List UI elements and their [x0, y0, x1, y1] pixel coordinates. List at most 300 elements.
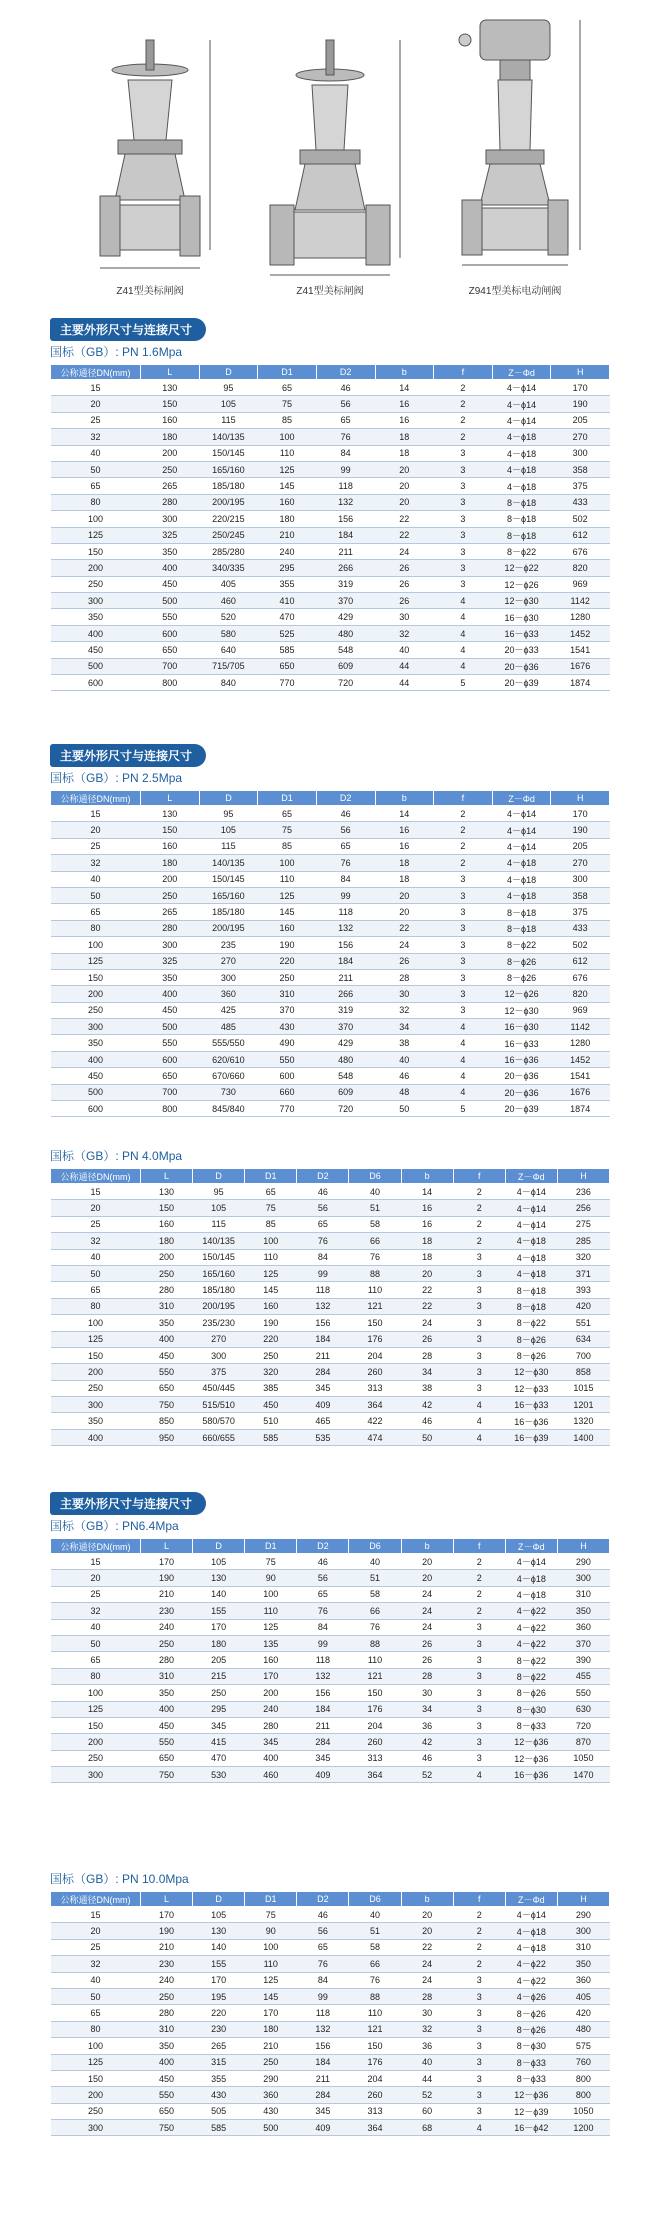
- table-cell: 95: [193, 1184, 245, 1200]
- table-row: [51, 1184, 610, 1200]
- table-cell: 20: [375, 461, 434, 477]
- table-row: [51, 593, 610, 609]
- figure-caption-2: Z41型美标闸阀: [296, 286, 364, 297]
- table-row: [51, 1084, 610, 1100]
- table-cell: 42: [401, 1734, 453, 1750]
- table-cell: 2: [434, 412, 493, 428]
- table-cell: 220: [245, 1331, 297, 1347]
- table-cell: 18: [401, 1249, 453, 1265]
- table-cell: 3: [434, 986, 493, 1002]
- table-cell: 650: [141, 1068, 200, 1084]
- table-cell: 118: [297, 2005, 349, 2021]
- table-cell: 76: [349, 1249, 401, 1265]
- table-cell: 600: [141, 625, 200, 641]
- table-cell: 4－ϕ14: [492, 806, 551, 822]
- table-cell: 1280: [551, 609, 610, 625]
- table-row: [51, 642, 610, 658]
- table-cell: 12－ϕ33: [505, 1380, 557, 1396]
- table-cell: 125: [245, 1265, 297, 1281]
- table-cell: 150/145: [199, 445, 258, 461]
- table-cell: 4: [434, 1051, 493, 1067]
- table-cell: 22: [401, 1298, 453, 1314]
- table-cell: 2: [453, 1570, 505, 1586]
- table-cell: 145: [258, 904, 317, 920]
- table-cell: 150: [51, 969, 141, 985]
- table-cell: 110: [349, 1652, 401, 1668]
- gate-valve-drawing-1: [100, 40, 210, 268]
- table-cell: 1874: [551, 1101, 610, 1117]
- table-cell: 20: [375, 494, 434, 510]
- table-cell: 1142: [551, 593, 610, 609]
- table-cell: 3: [453, 1619, 505, 1635]
- table-cell: 4－ϕ14: [505, 1554, 557, 1570]
- table-cell: 364: [349, 1397, 401, 1413]
- section-pn100: [50, 1868, 610, 2136]
- table-cell: 140/135: [199, 429, 258, 445]
- table-cell: 65: [51, 1282, 141, 1298]
- table-row: [51, 1265, 610, 1281]
- table-cell: 18: [375, 871, 434, 887]
- table-row: [51, 658, 610, 674]
- table-cell: 48: [375, 1084, 434, 1100]
- table-cell: 220/215: [199, 511, 258, 527]
- section-banner: 主要外形尺寸与连接尺寸: [50, 1492, 206, 1515]
- table-cell: 4－ϕ18: [492, 855, 551, 871]
- table-cell: 310: [258, 986, 317, 1002]
- table-cell: 160: [141, 412, 200, 428]
- table-cell: 770: [258, 675, 317, 691]
- table-row: [51, 855, 610, 871]
- table-cell: 8－ϕ26: [505, 1347, 557, 1363]
- table-row: [51, 1019, 610, 1035]
- dimension-table: [50, 364, 610, 691]
- table-row: [51, 1347, 610, 1363]
- table-cell: 200/195: [193, 1298, 245, 1314]
- table-row: [51, 1397, 610, 1413]
- table-cell: 26: [401, 1652, 453, 1668]
- table-cell: 3: [453, 1347, 505, 1363]
- table-cell: 3: [453, 1668, 505, 1684]
- table-cell: 16: [375, 838, 434, 854]
- table-cell: 105: [199, 396, 258, 412]
- table-cell: 125: [51, 953, 141, 969]
- table-cell: 24: [375, 543, 434, 559]
- column-header: D1: [258, 791, 317, 806]
- table-cell: 600: [51, 675, 141, 691]
- column-header: b: [375, 365, 434, 380]
- table-row: [51, 953, 610, 969]
- table-cell: 200/195: [199, 494, 258, 510]
- table-cell: 8－ϕ18: [492, 511, 551, 527]
- table-cell: 3: [434, 871, 493, 887]
- table-cell: 46: [401, 1750, 453, 1766]
- pressure-label: 国标（GB）: PN 10.0Mpa: [50, 1872, 189, 1886]
- table-cell: 250: [258, 969, 317, 985]
- table-cell: 180: [258, 511, 317, 527]
- table-cell: 3: [453, 2103, 505, 2119]
- table-cell: 1452: [551, 625, 610, 641]
- column-header: Z－Φd: [492, 791, 551, 806]
- table-cell: 313: [349, 1380, 401, 1396]
- table-cell: 160: [258, 920, 317, 936]
- table-cell: 211: [297, 2070, 349, 2086]
- table-cell: 465: [297, 1413, 349, 1429]
- table-row: [51, 904, 610, 920]
- table-cell: 548: [316, 1068, 375, 1084]
- table-cell: 3: [453, 1701, 505, 1717]
- table-cell: 290: [245, 2070, 297, 2086]
- table-row: [51, 1282, 610, 1298]
- table-cell: 12－ϕ39: [505, 2103, 557, 2119]
- table-cell: 105: [199, 822, 258, 838]
- table-cell: 50: [401, 1429, 453, 1445]
- table-cell: 125: [258, 887, 317, 903]
- table-cell: 156: [316, 937, 375, 953]
- table-row: [51, 576, 610, 592]
- table-cell: 2: [453, 1184, 505, 1200]
- table-cell: 550: [141, 1364, 193, 1380]
- table-cell: 3: [453, 2005, 505, 2021]
- table-cell: 32: [375, 1002, 434, 1018]
- table-row: [51, 445, 610, 461]
- table-cell: 46: [401, 1413, 453, 1429]
- table-row: [51, 2120, 610, 2136]
- table-cell: 32: [51, 855, 141, 871]
- table-cell: 550: [141, 1035, 200, 1051]
- table-cell: 4－ϕ26: [505, 1988, 557, 2004]
- table-cell: 16－ϕ33: [505, 1397, 557, 1413]
- table-cell: 515/510: [193, 1397, 245, 1413]
- table-cell: 250: [245, 1347, 297, 1363]
- table-cell: 16: [401, 1216, 453, 1232]
- table-cell: 502: [551, 937, 610, 953]
- table-cell: 548: [316, 642, 375, 658]
- table-cell: 211: [297, 1347, 349, 1363]
- table-row: [51, 609, 610, 625]
- table-cell: 160: [141, 1216, 193, 1232]
- table-cell: 30: [401, 1685, 453, 1701]
- table-cell: 609: [316, 658, 375, 674]
- table-cell: 160: [245, 1298, 297, 1314]
- table-row: [51, 511, 610, 527]
- table-cell: 40: [51, 871, 141, 887]
- table-cell: 3: [453, 1972, 505, 1988]
- table-cell: 125: [258, 461, 317, 477]
- table-cell: 125: [51, 527, 141, 543]
- table-cell: 25: [51, 838, 141, 854]
- table-cell: 14: [375, 380, 434, 396]
- table-cell: 3: [453, 2038, 505, 2054]
- table-cell: 180: [245, 2021, 297, 2037]
- table-cell: 52: [401, 2087, 453, 2103]
- table-cell: 58: [349, 1939, 401, 1955]
- table-cell: 370: [557, 1635, 609, 1651]
- table-row: [51, 1068, 610, 1084]
- figure-caption-3: Z941型美标电动闸阀: [468, 286, 562, 297]
- table-cell: 150: [141, 822, 200, 838]
- table-cell: 3: [453, 2054, 505, 2070]
- table-cell: 95: [199, 380, 258, 396]
- table-cell: 4－ϕ22: [505, 1619, 557, 1635]
- table-cell: 409: [297, 2120, 349, 2136]
- table-row: [51, 1619, 610, 1635]
- section-pn40: [50, 1145, 610, 1446]
- table-cell: 4: [434, 593, 493, 609]
- table-cell: 370: [258, 1002, 317, 1018]
- table-cell: 200: [141, 445, 200, 461]
- table-cell: 715/705: [199, 658, 258, 674]
- table-cell: 44: [375, 675, 434, 691]
- table-cell: 184: [297, 1701, 349, 1717]
- table-cell: 319: [316, 576, 375, 592]
- table-cell: 400: [141, 2054, 193, 2070]
- table-cell: 1320: [557, 1413, 609, 1429]
- table-cell: 100: [245, 1586, 297, 1602]
- table-cell: 16－ϕ33: [492, 625, 551, 641]
- table-cell: 270: [193, 1331, 245, 1347]
- table-cell: 550: [557, 1685, 609, 1701]
- table-cell: 26: [401, 1635, 453, 1651]
- table-cell: 8－ϕ18: [505, 1282, 557, 1298]
- table-cell: 500: [51, 658, 141, 674]
- table-cell: 22: [375, 527, 434, 543]
- table-cell: 409: [297, 1767, 349, 1783]
- valve-drawings: [0, 0, 660, 300]
- table-cell: 156: [297, 1315, 349, 1331]
- table-cell: 140: [193, 1939, 245, 1955]
- table-cell: 360: [557, 1619, 609, 1635]
- table-cell: 3: [434, 937, 493, 953]
- table-cell: 450: [245, 1397, 297, 1413]
- table-cell: 20: [401, 1265, 453, 1281]
- table-cell: 150/145: [193, 1249, 245, 1265]
- table-cell: 18: [401, 1233, 453, 1249]
- table-cell: 42: [401, 1397, 453, 1413]
- table-cell: 650: [141, 642, 200, 658]
- table-header-row: [51, 1892, 610, 1907]
- table-cell: 300: [51, 2120, 141, 2136]
- table-row: [51, 871, 610, 887]
- table-cell: 4－ϕ14: [505, 1216, 557, 1232]
- table-row: [51, 494, 610, 510]
- table-cell: 50: [375, 1101, 434, 1117]
- table-cell: 350: [51, 609, 141, 625]
- table-cell: 66: [349, 1233, 401, 1249]
- column-header: D2: [297, 1892, 349, 1907]
- table-cell: 80: [51, 2021, 141, 2037]
- table-cell: 470: [193, 1750, 245, 1766]
- table-row: [51, 429, 610, 445]
- table-cell: 28: [401, 1668, 453, 1684]
- column-header: 公称通径DN(mm): [51, 791, 141, 806]
- table-cell: 8－ϕ18: [492, 494, 551, 510]
- table-row: [51, 1652, 610, 1668]
- table-cell: 80: [51, 1668, 141, 1684]
- table-cell: 76: [297, 1603, 349, 1619]
- table-cell: 2: [434, 380, 493, 396]
- section-pn25: [50, 744, 610, 1117]
- table-cell: 240: [141, 1619, 193, 1635]
- table-cell: 12－ϕ30: [492, 593, 551, 609]
- table-cell: 370: [316, 1019, 375, 1035]
- table-cell: 184: [297, 1331, 349, 1347]
- table-cell: 12－ϕ36: [505, 1750, 557, 1766]
- table-cell: 800: [141, 675, 200, 691]
- table-cell: 429: [316, 1035, 375, 1051]
- table-cell: 240: [141, 1972, 193, 1988]
- table-cell: 2: [434, 855, 493, 871]
- table-cell: 170: [193, 1972, 245, 1988]
- table-cell: 100: [258, 855, 317, 871]
- table-cell: 40: [51, 445, 141, 461]
- table-cell: 40: [375, 1051, 434, 1067]
- table-cell: 4－ϕ14: [492, 822, 551, 838]
- table-cell: 300: [199, 969, 258, 985]
- table-row: [51, 1734, 610, 1750]
- table-cell: 260: [349, 2087, 401, 2103]
- table-cell: 3: [453, 1988, 505, 2004]
- table-cell: 3: [453, 1282, 505, 1298]
- table-cell: 3: [453, 1249, 505, 1265]
- table-cell: 3: [453, 1750, 505, 1766]
- table-cell: 320: [245, 1364, 297, 1380]
- table-row: [51, 1298, 610, 1314]
- table-cell: 630: [557, 1701, 609, 1717]
- table-cell: 235: [199, 937, 258, 953]
- column-header: D2: [297, 1539, 349, 1554]
- table-cell: 551: [557, 1315, 609, 1331]
- table-cell: 750: [141, 1767, 193, 1783]
- column-header: D6: [349, 1539, 401, 1554]
- table-cell: 375: [551, 904, 610, 920]
- table-cell: 16－ϕ30: [492, 1019, 551, 1035]
- table-cell: 200: [51, 2087, 141, 2103]
- table-cell: 260: [349, 1364, 401, 1380]
- table-cell: 8－ϕ18: [492, 904, 551, 920]
- table-cell: 320: [557, 1249, 609, 1265]
- table-cell: 99: [297, 1988, 349, 2004]
- table-row: [51, 887, 610, 903]
- table-cell: 65: [258, 380, 317, 396]
- table-cell: 400: [245, 1750, 297, 1766]
- table-cell: 4－ϕ22: [505, 1635, 557, 1651]
- table-cell: 600: [51, 1101, 141, 1117]
- column-header: D: [193, 1892, 245, 1907]
- column-header: f: [434, 365, 493, 380]
- table-cell: 265: [141, 478, 200, 494]
- table-cell: 300: [557, 1570, 609, 1586]
- table-row: [51, 1701, 610, 1717]
- table-cell: 20: [401, 1907, 453, 1923]
- table-cell: 28: [401, 1347, 453, 1363]
- table-cell: 364: [349, 1767, 401, 1783]
- table-row: [51, 1216, 610, 1232]
- table-cell: 100: [51, 937, 141, 953]
- table-cell: 170: [141, 1907, 193, 1923]
- table-cell: 132: [297, 1298, 349, 1314]
- table-cell: 115: [193, 1216, 245, 1232]
- table-row: [51, 1988, 610, 2004]
- table-cell: 4－ϕ14: [505, 1200, 557, 1216]
- column-header: 公称通径DN(mm): [51, 1539, 141, 1554]
- table-cell: 14: [401, 1184, 453, 1200]
- table-cell: 4－ϕ18: [505, 1249, 557, 1265]
- table-header-row: [51, 1169, 610, 1184]
- table-cell: 430: [258, 1019, 317, 1035]
- table-cell: 550: [141, 609, 200, 625]
- table-cell: 20: [375, 887, 434, 903]
- table-cell: 56: [316, 396, 375, 412]
- table-cell: 676: [551, 969, 610, 985]
- table-cell: 250: [141, 1265, 193, 1281]
- table-cell: 345: [193, 1717, 245, 1733]
- table-cell: 160: [258, 494, 317, 510]
- table-cell: 30: [375, 986, 434, 1002]
- table-cell: 485: [199, 1019, 258, 1035]
- table-cell: 150: [349, 1315, 401, 1331]
- table-cell: 300: [557, 1923, 609, 1939]
- dimension-table: [50, 1538, 610, 1783]
- table-cell: 22: [401, 1282, 453, 1298]
- table-cell: 300: [51, 1397, 141, 1413]
- table-cell: 3: [434, 478, 493, 494]
- table-cell: 8－ϕ26: [492, 969, 551, 985]
- table-cell: 190: [551, 396, 610, 412]
- table-cell: 2: [453, 1603, 505, 1619]
- table-cell: 100: [51, 1315, 141, 1331]
- table-cell: 8－ϕ26: [492, 953, 551, 969]
- table-cell: 730: [199, 1084, 258, 1100]
- table-cell: 310: [141, 2021, 193, 2037]
- table-cell: 3: [453, 1265, 505, 1281]
- table-cell: 16: [375, 822, 434, 838]
- table-row: [51, 527, 610, 543]
- table-cell: 1452: [551, 1051, 610, 1067]
- table-cell: 40: [401, 2054, 453, 2070]
- table-cell: 80: [51, 920, 141, 936]
- table-cell: 75: [245, 1907, 297, 1923]
- table-cell: 1676: [551, 1084, 610, 1100]
- table-cell: 300: [141, 511, 200, 527]
- table-cell: 132: [297, 2021, 349, 2037]
- table-cell: 850: [141, 1413, 193, 1429]
- table-cell: 3: [453, 2070, 505, 2086]
- table-cell: 56: [316, 822, 375, 838]
- table-cell: 110: [245, 1956, 297, 1972]
- table-cell: 600: [141, 1051, 200, 1067]
- table-cell: 870: [557, 1734, 609, 1750]
- table-cell: 1200: [557, 2120, 609, 2136]
- table-cell: 15: [51, 1184, 141, 1200]
- table-cell: 4－ϕ18: [492, 871, 551, 887]
- table-cell: 24: [401, 1972, 453, 1988]
- table-cell: 720: [316, 1101, 375, 1117]
- table-row: [51, 625, 610, 641]
- table-cell: 433: [551, 494, 610, 510]
- table-cell: 100: [51, 1685, 141, 1701]
- table-cell: 430: [193, 2087, 245, 2103]
- table-cell: 184: [316, 527, 375, 543]
- table-cell: 16: [401, 1200, 453, 1216]
- table-cell: 40: [349, 1907, 401, 1923]
- table-cell: 51: [349, 1570, 401, 1586]
- table-cell: 300: [193, 1347, 245, 1363]
- table-cell: 8－ϕ30: [505, 1701, 557, 1717]
- table-cell: 32: [401, 2021, 453, 2037]
- table-cell: 46: [316, 380, 375, 396]
- table-cell: 25: [51, 1586, 141, 1602]
- table-cell: 170: [245, 2005, 297, 2021]
